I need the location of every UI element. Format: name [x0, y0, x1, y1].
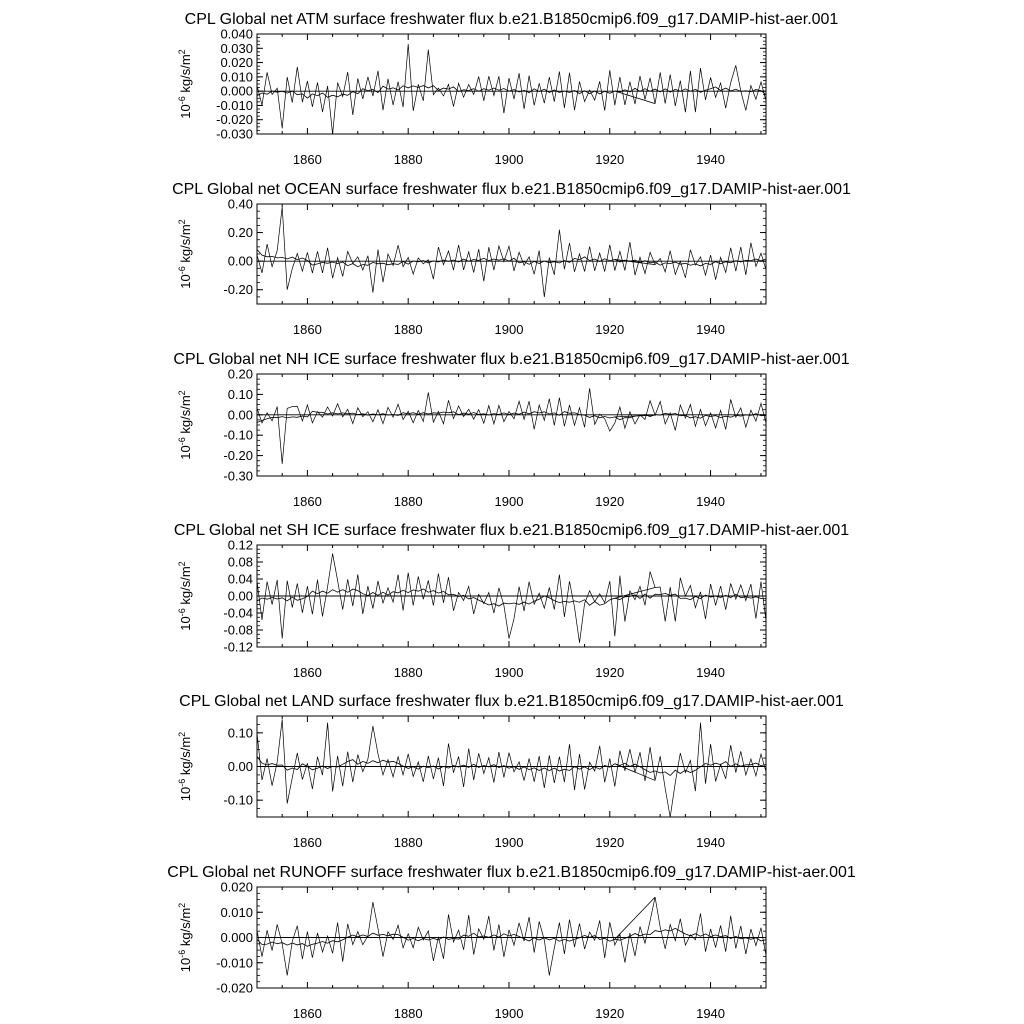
- series-line-annual: [257, 897, 766, 975]
- y-tick-label: 0.020: [220, 879, 253, 895]
- y-tick-label: 0.00: [227, 759, 253, 774]
- y-tick-label: 0.00: [227, 407, 253, 423]
- x-tick-label: 1880: [393, 322, 423, 337]
- series-line-annual: [257, 207, 766, 297]
- x-tick-label: 1860: [292, 835, 322, 850]
- series-line-wrap: [615, 91, 655, 104]
- y-tick-label: 0.08: [227, 554, 253, 570]
- series-line-annual: [257, 719, 766, 817]
- series-line-smoothed: [257, 589, 766, 606]
- chart-title: CPL Global net OCEAN surface freshwater flux b.e21.B1850cmip6.f09_g17.DAMIP-hist-aer.001: [172, 181, 851, 198]
- chart-title: CPL Global net ATM surface freshwater flux b.e21.B1850cmip6.f09_g17.DAMIP-hist-aer.001: [184, 11, 839, 28]
- series-line-wrap: [615, 588, 655, 599]
- x-tick-label: 1860: [292, 494, 322, 509]
- y-tick-label: 0.40: [227, 196, 253, 212]
- chart-panel-4: [177, 693, 844, 850]
- series-line-wrap: [615, 897, 655, 939]
- x-tick-label: 1940: [696, 835, 726, 850]
- chart-panel-1: [172, 181, 851, 337]
- y-axis-label: $10^{-6}$ $kg/s/m^2$: [177, 49, 193, 119]
- chart-panel-3: [174, 522, 849, 680]
- chart-panel-2: [173, 351, 849, 509]
- chart-title: CPL Global net NH ICE surface freshwater flux b.e21.B1850cmip6.f09_g17.DAMIP-hist-aer.001: [173, 351, 850, 368]
- y-tick-label: 0.000: [220, 930, 253, 945]
- x-tick-label: 1900: [494, 322, 524, 337]
- x-tick-label: 1880: [393, 152, 423, 167]
- y-tick-label: -0.20: [223, 282, 253, 298]
- x-tick-label: 1940: [696, 322, 726, 337]
- plot-frame: [257, 34, 766, 134]
- y-axis-label: $10^{-6}$ $kg/s/m^2$: [177, 902, 193, 973]
- y-tick-label: 0.10: [227, 386, 253, 402]
- y-tick-label: -0.04: [223, 605, 253, 621]
- y-axis-label: $10^{-6}$ $kg/s/m^2$: [177, 561, 193, 631]
- y-tick-label: 0.010: [220, 904, 253, 920]
- series-line-annual: [257, 554, 766, 643]
- y-tick-label: 0.10: [227, 725, 253, 741]
- y-tick-label: 0.030: [220, 40, 253, 56]
- y-tick-label: 0.000: [220, 83, 253, 99]
- y-tick-label: -0.20: [223, 448, 253, 464]
- x-tick-label: 1900: [494, 665, 524, 680]
- x-tick-label: 1860: [292, 665, 322, 680]
- x-tick-label: 1920: [595, 1006, 625, 1021]
- x-tick-label: 1880: [393, 1006, 423, 1021]
- series-line-annual: [257, 388, 766, 464]
- x-tick-label: 1920: [595, 152, 625, 167]
- y-tick-label: 0.00: [227, 588, 253, 604]
- y-axis-label: $10^{-6}$ $kg/s/m^2$: [177, 390, 193, 460]
- x-tick-label: 1860: [292, 322, 322, 337]
- y-tick-label: -0.30: [223, 468, 253, 484]
- x-tick-label: 1900: [494, 494, 524, 509]
- x-tick-label: 1920: [595, 835, 625, 850]
- series-line-smoothed: [257, 411, 766, 422]
- y-tick-label: -0.08: [223, 622, 253, 638]
- x-tick-label: 1900: [494, 1006, 524, 1021]
- y-axis-label: $10^{-6}$ $kg/s/m^2$: [177, 219, 193, 289]
- x-tick-label: 1880: [393, 835, 423, 850]
- x-tick-label: 1940: [696, 152, 726, 167]
- y-tick-label: -0.12: [223, 639, 253, 655]
- y-tick-label: -0.010: [216, 97, 253, 113]
- x-tick-label: 1940: [696, 494, 726, 509]
- y-tick-label: -0.10: [223, 792, 253, 808]
- chart-title: CPL Global net LAND surface freshwater flux b.e21.B1850cmip6.f09_g17.DAMIP-hist-aer.001: [179, 693, 844, 710]
- y-tick-label: 0.12: [227, 537, 253, 553]
- y-tick-label: 0.20: [227, 366, 253, 382]
- x-tick-label: 1900: [494, 835, 524, 850]
- y-tick-label: -0.020: [216, 112, 253, 128]
- y-tick-label: 0.20: [227, 225, 253, 241]
- x-tick-label: 1940: [696, 1006, 726, 1021]
- plot-frame: [257, 374, 766, 476]
- y-tick-label: -0.10: [223, 427, 253, 443]
- y-tick-label: -0.030: [216, 126, 253, 142]
- x-tick-label: 1940: [696, 665, 726, 680]
- y-axis-label: $10^{-6}$ $kg/s/m^2$: [177, 731, 193, 802]
- y-tick-label: 0.04: [227, 571, 253, 587]
- chart-panel-0: [177, 11, 838, 167]
- x-tick-label: 1880: [393, 494, 423, 509]
- y-tick-label: 0.020: [220, 55, 253, 71]
- x-tick-label: 1860: [292, 152, 322, 167]
- y-tick-label: 0.00: [227, 253, 253, 269]
- x-tick-label: 1900: [494, 152, 524, 167]
- chart-title: CPL Global net RUNOFF surface freshwater flux b.e21.B1850cmip6.f09_g17.DAMIP-hist-aer.001: [167, 864, 856, 881]
- y-tick-label: 0.010: [220, 69, 253, 85]
- x-tick-label: 1880: [393, 665, 423, 680]
- x-tick-label: 1860: [292, 1006, 322, 1021]
- y-tick-label: -0.020: [216, 980, 253, 996]
- chart-title: CPL Global net SH ICE surface freshwater flux b.e21.B1850cmip6.f09_g17.DAMIP-hist-aer.001: [173, 522, 850, 539]
- y-tick-label: 0.040: [220, 26, 253, 42]
- chart-panel-5: [167, 864, 856, 1021]
- x-tick-label: 1920: [595, 322, 625, 337]
- x-tick-label: 1920: [595, 665, 625, 680]
- series-line-smoothed: [257, 756, 766, 775]
- y-tick-label: -0.010: [216, 955, 253, 971]
- series-line-annual: [257, 44, 766, 134]
- x-tick-label: 1920: [595, 494, 625, 509]
